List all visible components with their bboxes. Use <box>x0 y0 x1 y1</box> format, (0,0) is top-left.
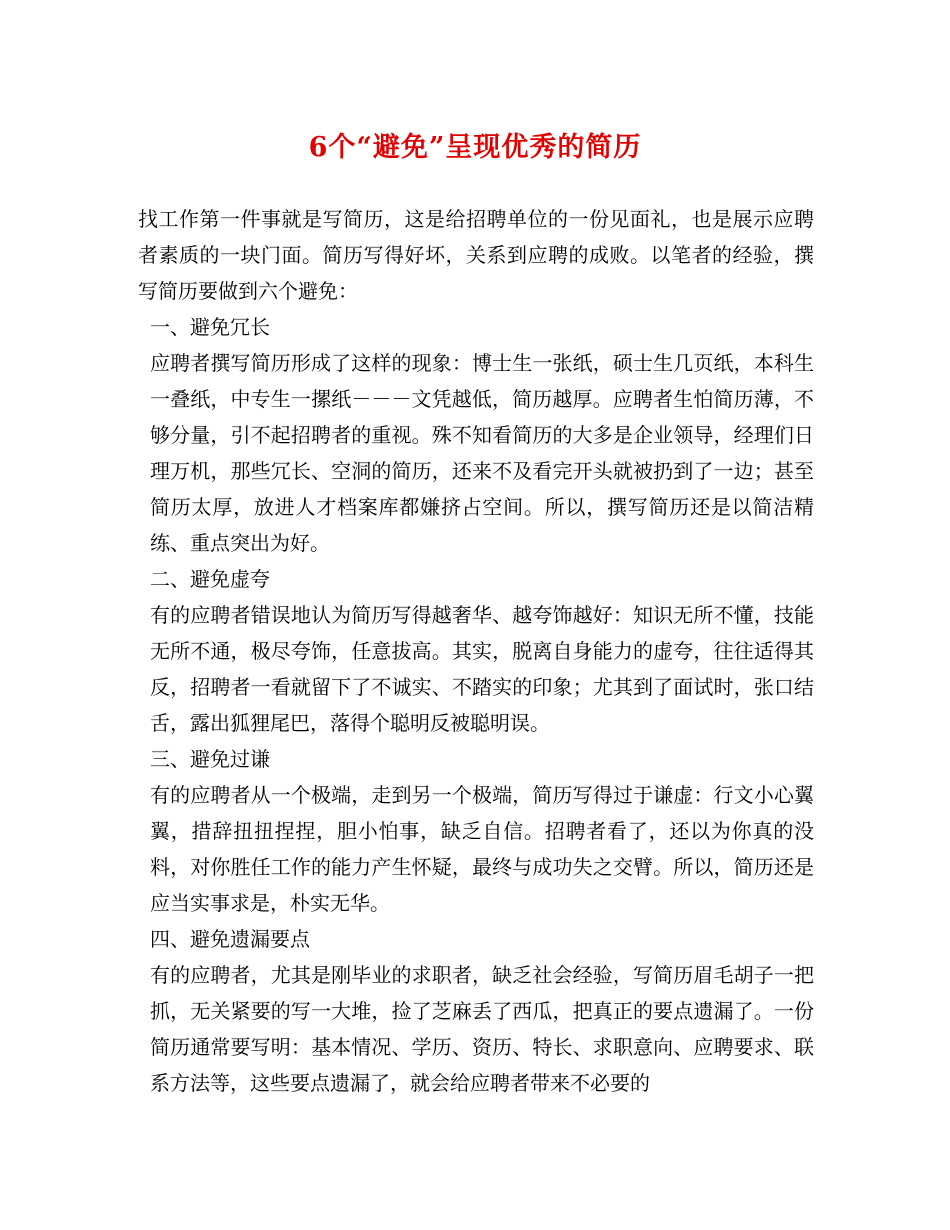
section-text-1: 应聘者撰写简历形成了这样的现象：博士生一张纸，硕士生几页纸，本科生一叠纸，中专生一摞纸－－－文凭越低，简历越厚。应聘者生怕简历薄，不够分量，引不起招聘者的重视。殊不知看简历的大多是企业领导，经理们日理万机，那些冗长、空洞的简历，还来不及看完开头就被扔到了一边；甚至简历太厚，放进人才档案库都嫌挤占空间。所以，撰写简历还是以简洁精练、重点突出为好。 <box>150 351 814 555</box>
section-text-4: 有的应聘者，尤其是刚毕业的求职者，缺乏社会经验，写简历眉毛胡子一把抓，无关紧要的写一大堆，捡了芝麻丢了西瓜，把真正的要点遗漏了。一份简历通常要写明：基本情况、学历、资历、特长、求职意向、应聘要求、联系方法等，这些要点遗漏了，就会给应聘者带来不必要的 <box>150 963 814 1095</box>
section-heading-3: 三、避免过谦 <box>150 747 270 771</box>
section-text-3: 有的应聘者从一个极端，走到另一个极端，简历写得过于谦虚：行文小心翼翼，措辞扭扭捏捏，胆小怕事，缺乏自信。招聘者看了，还以为你真的没料，对你胜任工作的能力产生怀疑，最终与成功失之交臂。所以，简历还是应当实事求是，朴实无华。 <box>150 783 814 915</box>
section-text-2: 有的应聘者错误地认为简历写得越奢华、越夸饰越好：知识无所不懂，技能无所不通，极尽夸饰，任意拔高。其实，脱离自身能力的虚夸，往往适得其反，招聘者一看就留下了不诚实、不踏实的印象；尤其到了面试时，张口结舌，露出狐狸尾巴，落得个聪明反被聪明误。 <box>150 603 814 735</box>
section-heading-1: 一、避免冗长 <box>150 315 270 339</box>
section-heading-2: 二、避免虚夸 <box>150 567 270 591</box>
intro-paragraph: 找工作第一件事就是写简历，这是给招聘单位的一份见面礼，也是展示应聘者素质的一块门面。简历写得好坏，关系到应聘的成败。以笔者的经验，撰写简历要做到六个避免： <box>138 207 814 303</box>
section-heading-4: 四、避免遗漏要点 <box>150 927 310 951</box>
document-body <box>138 201 814 1101</box>
document-title: 6个“避免”呈现优秀的简历 <box>308 132 642 163</box>
